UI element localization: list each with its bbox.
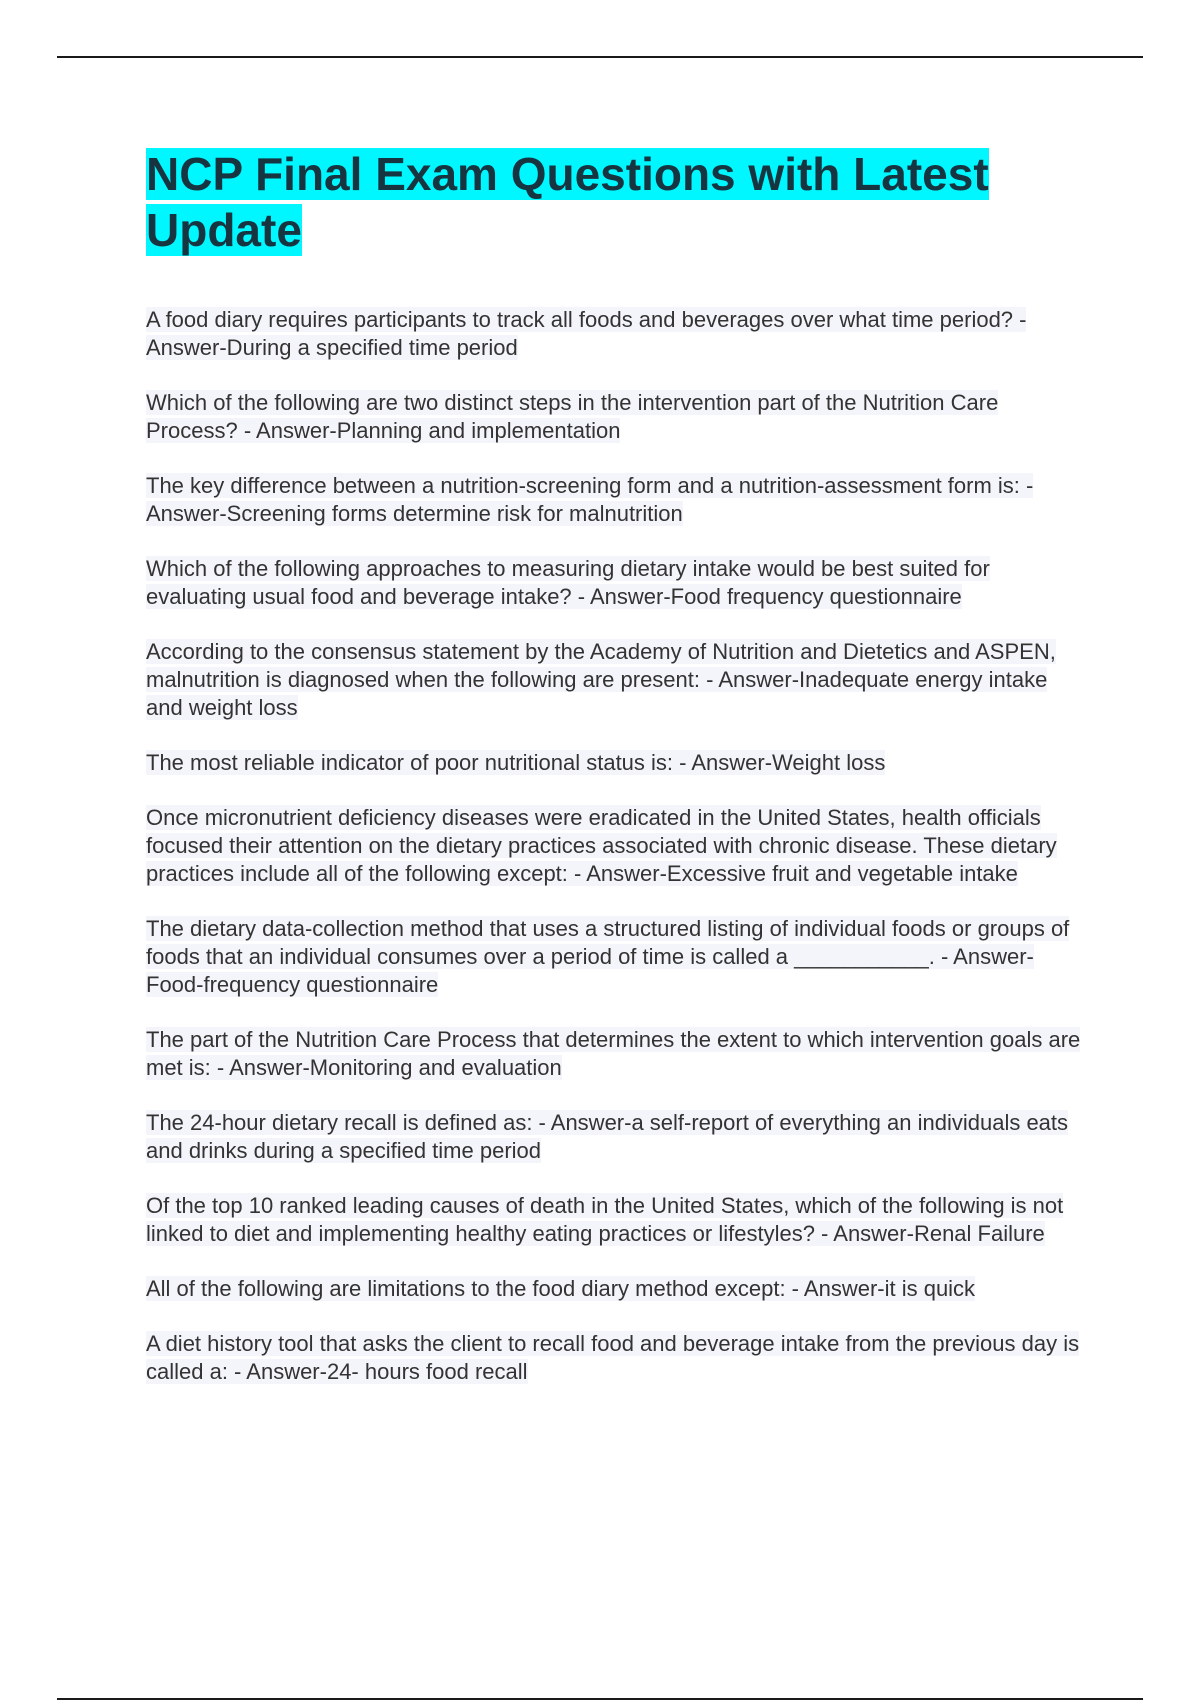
question-list (146, 306, 1086, 1386)
question-item: Once micronutrient deficiency diseases were eradicated in the United States, health officials focused their attention on the dietary practices associated with chronic disease. These dietary practices include all of the following except: - Answer-Excessive fruit and vegetable intake (146, 805, 1057, 886)
question-item: The 24-hour dietary recall is defined as: - Answer-a self-report of everything an individuals eats and drinks during a specified time period (146, 1110, 1069, 1163)
document-body (146, 146, 1086, 1413)
question-item: Of the top 10 ranked leading causes of death in the United States, which of the following is not linked to diet and implementing healthy eating practices or lifestyles? - Answer-Renal Failure (146, 1193, 1064, 1246)
question-item: Which of the following approaches to measuring dietary intake would be best suited for evaluating usual food and beverage intake? - Answer-Food frequency questionnaire (146, 556, 990, 609)
question-item: The part of the Nutrition Care Process that determines the extent to which intervention goals are met is: - Answer-Monitoring and evaluation (146, 1027, 1081, 1080)
question-item: The key difference between a nutrition-screening form and a nutrition-assessment form is: - Answer-Screening forms determine risk for malnutrition (146, 473, 1034, 526)
question-item: Which of the following are two distinct steps in the intervention part of the Nutrition Care Process? - Answer-Planning and implementation (146, 390, 999, 443)
question-item: All of the following are limitations to the food diary method except: - Answer-it is quick (146, 1276, 976, 1301)
question-item: The most reliable indicator of poor nutritional status is: - Answer-Weight loss (146, 750, 886, 775)
question-item: A diet history tool that asks the client to recall food and beverage intake from the previous day is called a: - Answer-24- hours food recall (146, 1331, 1080, 1384)
question-item: A food diary requires participants to track all foods and beverages over what time period? - Answer-During a specified time period (146, 307, 1027, 360)
question-item: According to the consensus statement by the Academy of Nutrition and Dietetics and ASPEN, malnutrition is diagnosed when the following are present: - Answer-Inadequate energy intake and weight loss (146, 639, 1056, 720)
document-title: NCP Final Exam Questions with Latest Update (146, 148, 989, 256)
question-item: The dietary data-collection method that uses a structured listing of individual foods or groups of foods that an individual consumes over a period of time is called a ___________. - Answer-Food-frequency questionnaire (146, 916, 1070, 997)
top-divider (57, 56, 1143, 58)
